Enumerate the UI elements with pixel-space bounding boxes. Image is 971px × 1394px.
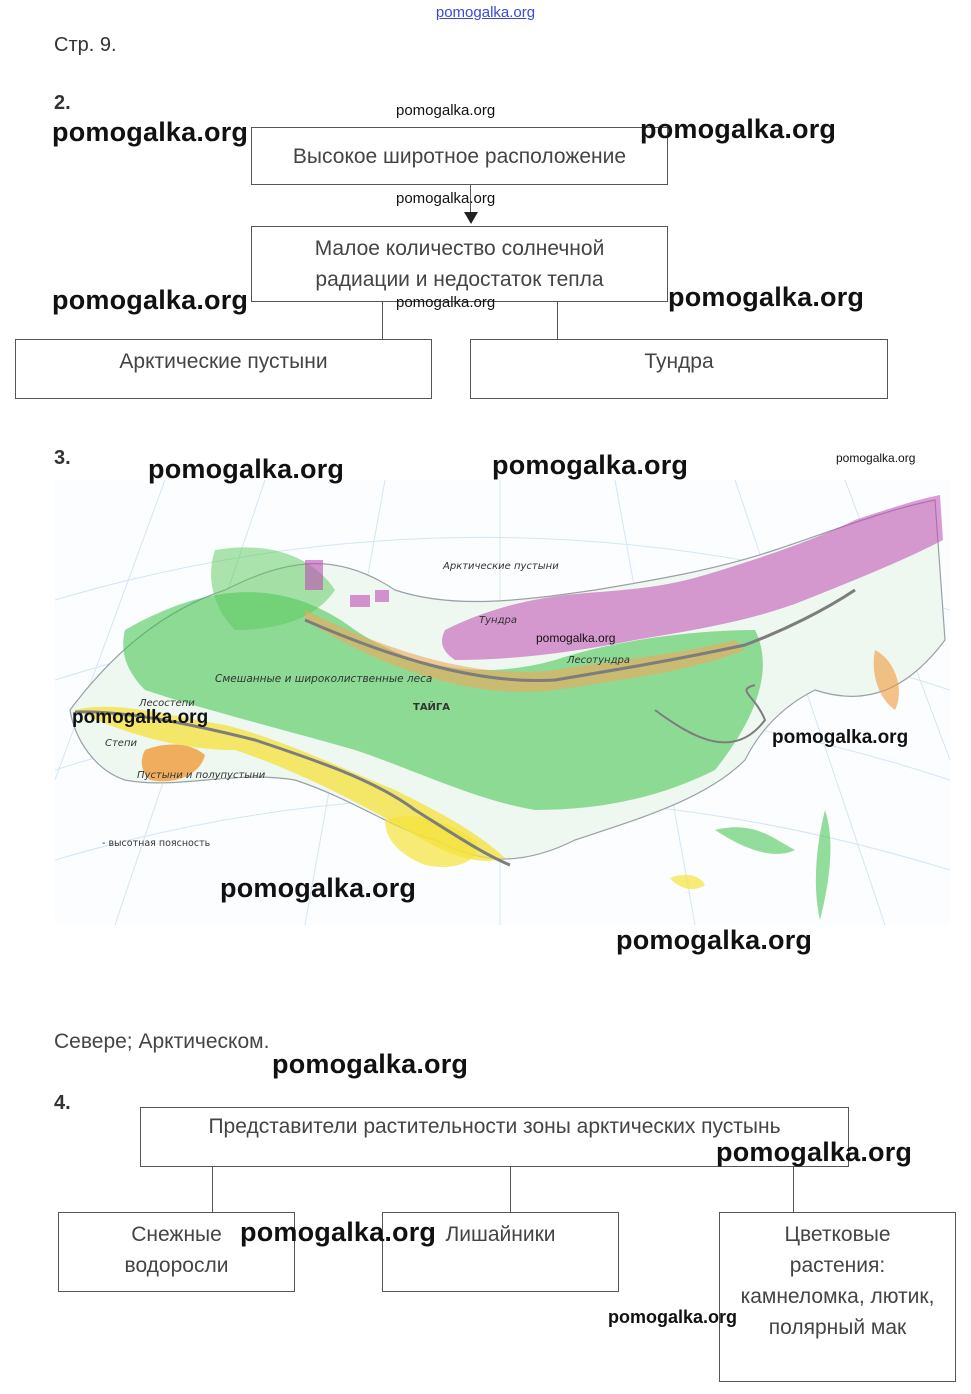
watermark: pomogalka.org [148,454,345,484]
site-link[interactable]: pomogalka.org [435,4,536,21]
map-label-deserts: Пустыни и полупустыни [137,770,266,781]
watermark: pomogalka.org [608,1307,738,1327]
watermark: pomogalka.org [396,102,496,119]
natural-zones-map [55,480,950,925]
task4-box-flowering: Цветковые растения: камнеломка, лютик, полярный мак [719,1212,956,1382]
connector-right [557,302,558,340]
arctic-zone-1 [305,560,323,590]
watermark: pomogalka.org [272,1049,469,1079]
watermark: pomogalka.org [536,631,616,645]
watermark: pomogalka.org [52,285,249,315]
arctic-zone-2 [350,595,370,607]
map-label-altitude: - высотная поясность [102,838,211,849]
watermark: pomogalka.org [772,727,909,748]
connector-left [382,302,383,340]
map-label-forest-tundra: Лесотундра [567,655,630,666]
watermark: pomogalka.org [72,707,209,728]
watermark: pomogalka.org [396,294,496,311]
task-4-number: 4. [54,1092,71,1114]
watermark: pomogalka.org [396,190,496,207]
watermark: pomogalka.org [220,873,417,903]
watermark: pomogalka.org [668,282,865,312]
task2-left-box: Арктические пустыни [15,339,432,399]
arrow-down-icon [464,212,478,224]
page-label: Стр. 9. [54,34,117,56]
arctic-zone-3 [375,590,389,602]
watermark: pomogalka.org [240,1217,437,1247]
task2-middle-box: Малое количество солнечной радиации и недостаток тепла [251,226,668,302]
task2-right-box: Тундра [470,339,888,399]
map-label-tundra: Тундра [479,615,517,626]
task4-box-lichens: Лишайники [382,1212,619,1292]
map-label-mixed: Смешанные и широколиственные леса [215,673,433,685]
task3-answer: Севере; Арктическом. [54,1030,270,1053]
connector-1 [212,1167,213,1213]
watermark: pomogalka.org [616,925,813,955]
watermark: pomogalka.org [52,117,249,147]
watermark: pomogalka.org [836,451,916,465]
map-label-forest-steppe: Лесостепи [139,698,195,709]
task-2-number: 2. [54,92,71,114]
watermark: pomogalka.org [716,1137,913,1167]
watermark: pomogalka.org [640,114,837,144]
task4-box-snow-algae: Снежные водоросли [58,1212,295,1292]
task2-top-box: Высокое широтное расположение [251,127,668,185]
map-label-taiga: ТАЙГА [413,702,451,713]
map-label-arctic: Арктические пустыни [443,561,559,572]
connector-2 [510,1167,511,1213]
watermark: pomogalka.org [492,450,689,480]
map-label-steppe: Степи [105,738,137,749]
task4-top-box: Представители растительности зоны арктических пустынь [140,1107,849,1167]
connector-3 [793,1167,794,1213]
task-3-number: 3. [54,447,71,469]
